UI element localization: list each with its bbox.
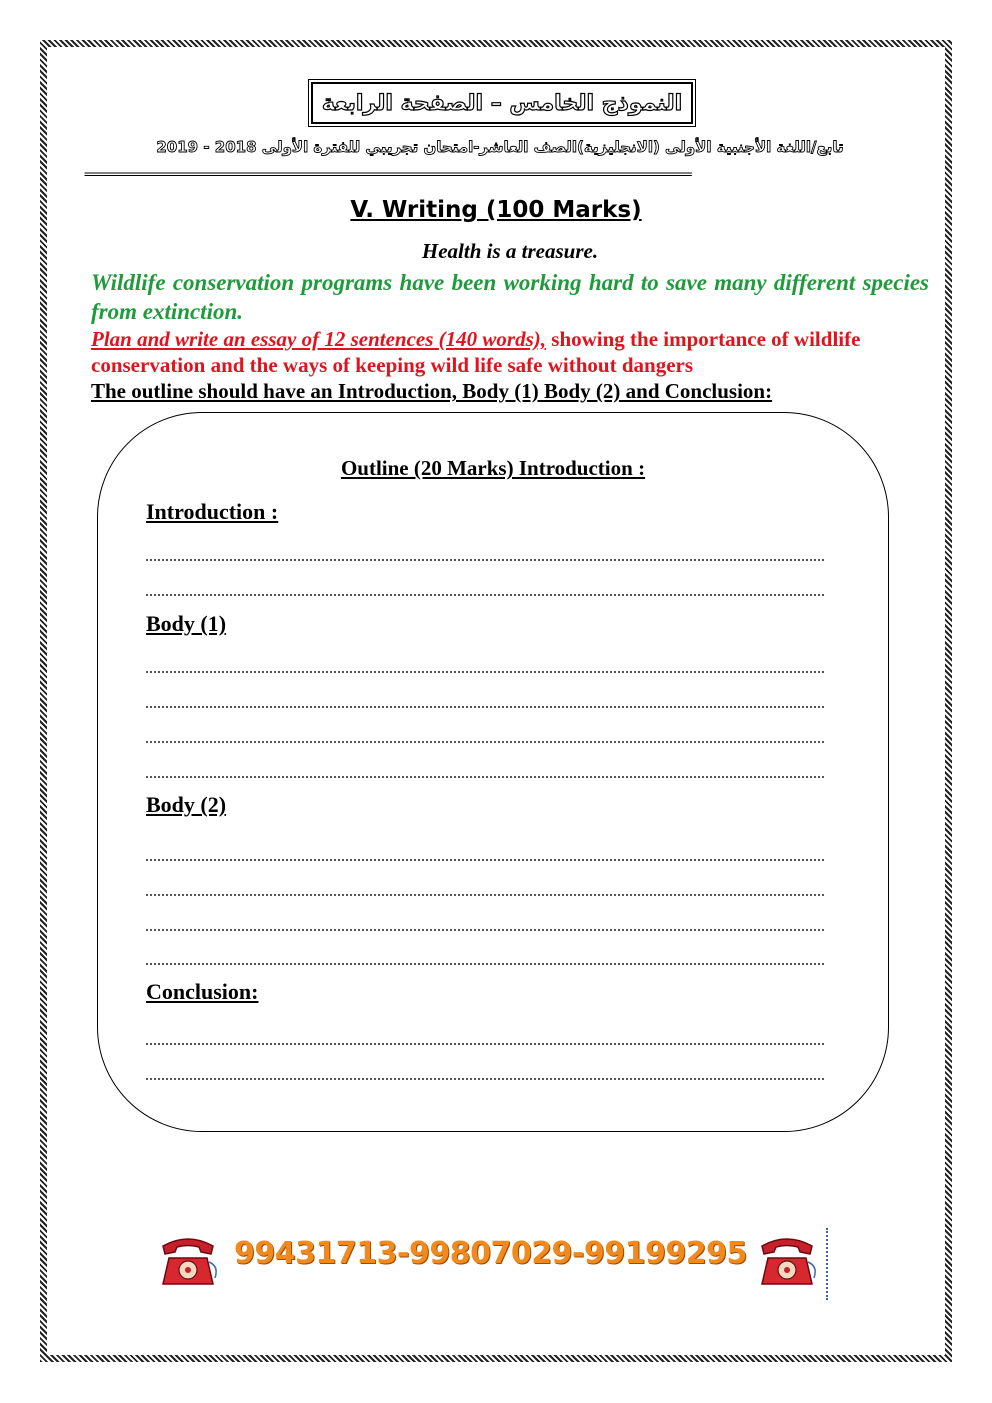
introduction-line-2[interactable] [146,582,824,596]
conclusion-line-1[interactable] [146,1031,824,1045]
essay-prompt: Wildlife conservation programs have been working hard to save many different species from extinction. [91,270,929,324]
essay-instruction [91,326,931,378]
header-divider: ========================================================================================================== [84,168,691,180]
instruction-rest: showing the importance of wildlife conservation and the ways of keeping wild life safe without dangers [91,327,861,377]
introduction-line-1[interactable] [146,547,824,561]
outline-note: The outline should have an Introduction, Body (1) Body (2) and Conclusion: [91,379,773,403]
conclusion-label: Conclusion: [146,979,259,1004]
essay-topic: Health is a treasure. [421,239,599,263]
telephone-icon [756,1232,818,1290]
section-title: V. Writing (100 Marks) [350,197,642,223]
body1-line-3[interactable] [146,729,824,743]
footer-divider [826,1228,828,1300]
body1-label: Body (1) [146,611,227,636]
body2-line-4[interactable] [146,951,824,965]
body1-line-4[interactable] [146,764,824,778]
body2-line-1[interactable] [146,847,824,861]
body2-line-3[interactable] [146,917,824,931]
body2-label: Body (2) [146,792,227,817]
page-title: النموذج الخامس – الصفحة الرابعة [311,82,693,124]
exam-subtitle: تابع/اللغة الأجنبية الأولى (الانجليزية)الصف العاشر-امتحان تجريبي للفترة الأولى 2018 - 2019 [156,138,844,156]
body1-line-2[interactable] [146,694,824,708]
instruction-emphasis: Plan and write an essay of 12 sentences (140 words), [91,327,547,351]
body2-line-2[interactable] [146,882,824,896]
phone-numbers: 99431713-99807029-99199295 [234,1236,747,1271]
conclusion-line-2[interactable] [146,1066,824,1080]
introduction-label: Introduction : [146,499,279,524]
telephone-icon [157,1232,219,1290]
outline-heading: Outline (20 Marks) Introduction : [340,456,646,480]
body1-line-1[interactable] [146,659,824,673]
